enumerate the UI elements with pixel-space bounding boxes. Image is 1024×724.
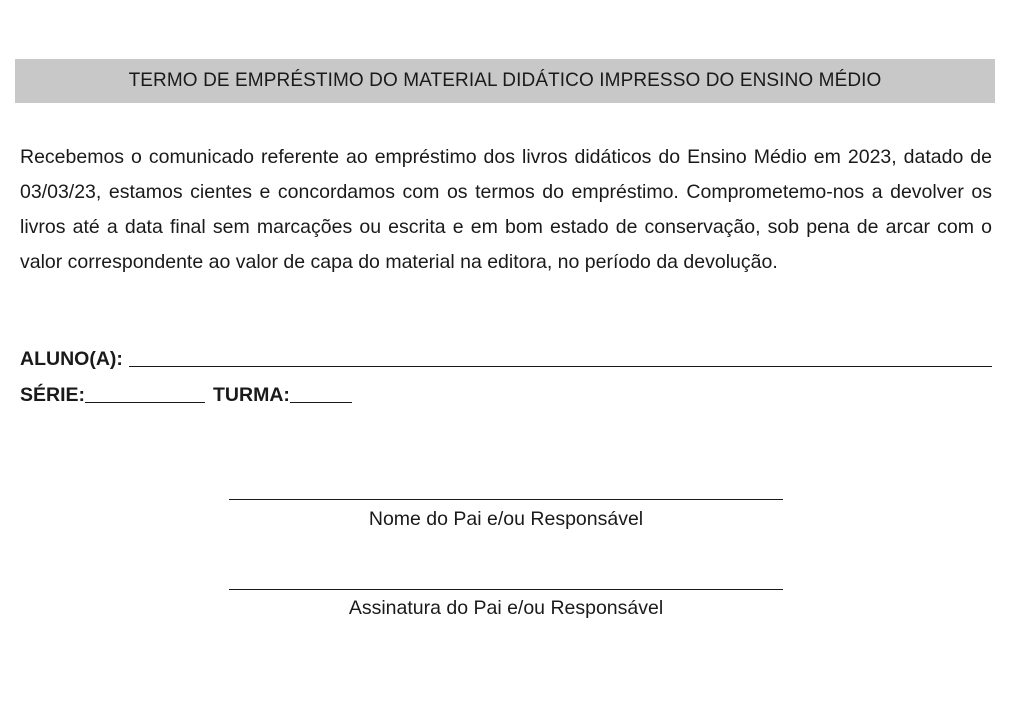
document-body: Recebemos o comunicado referente ao empréstimo dos livros didáticos do Ensino Médio em 2023, datado de 03/03/23, estamos cientes e concordamos com os termos do empréstimo. Comprometemo-nos a devolver os livros até a data final sem marcações ou escrita e em bom estado de conservação, sob pena de arcar com o valor correspondente ao valor de capa do material na editora, no período da devolução.	[20, 146, 992, 273]
turma-blank-line	[290, 380, 352, 403]
parent-name-line	[229, 499, 783, 500]
turma-label: TURMA:	[213, 384, 290, 406]
document-title: TERMO DE EMPRÉSTIMO DO MATERIAL DIDÁTICO IMPRESSO DO ENSINO MÉDIO	[128, 70, 882, 91]
serie-blank-line	[85, 380, 205, 403]
serie-turma-field-row	[20, 380, 352, 407]
aluno-label: ALUNO(A):	[20, 348, 123, 370]
serie-label: SÉRIE:	[20, 384, 86, 406]
aluno-field-row	[20, 344, 992, 371]
parent-name-label: Nome do Pai e/ou Responsável	[368, 508, 644, 530]
parent-signature-label: Assinatura do Pai e/ou Responsável	[348, 597, 664, 619]
aluno-blank-line	[129, 344, 992, 367]
parent-signature-line	[229, 589, 783, 590]
document-title-bar	[15, 59, 995, 103]
